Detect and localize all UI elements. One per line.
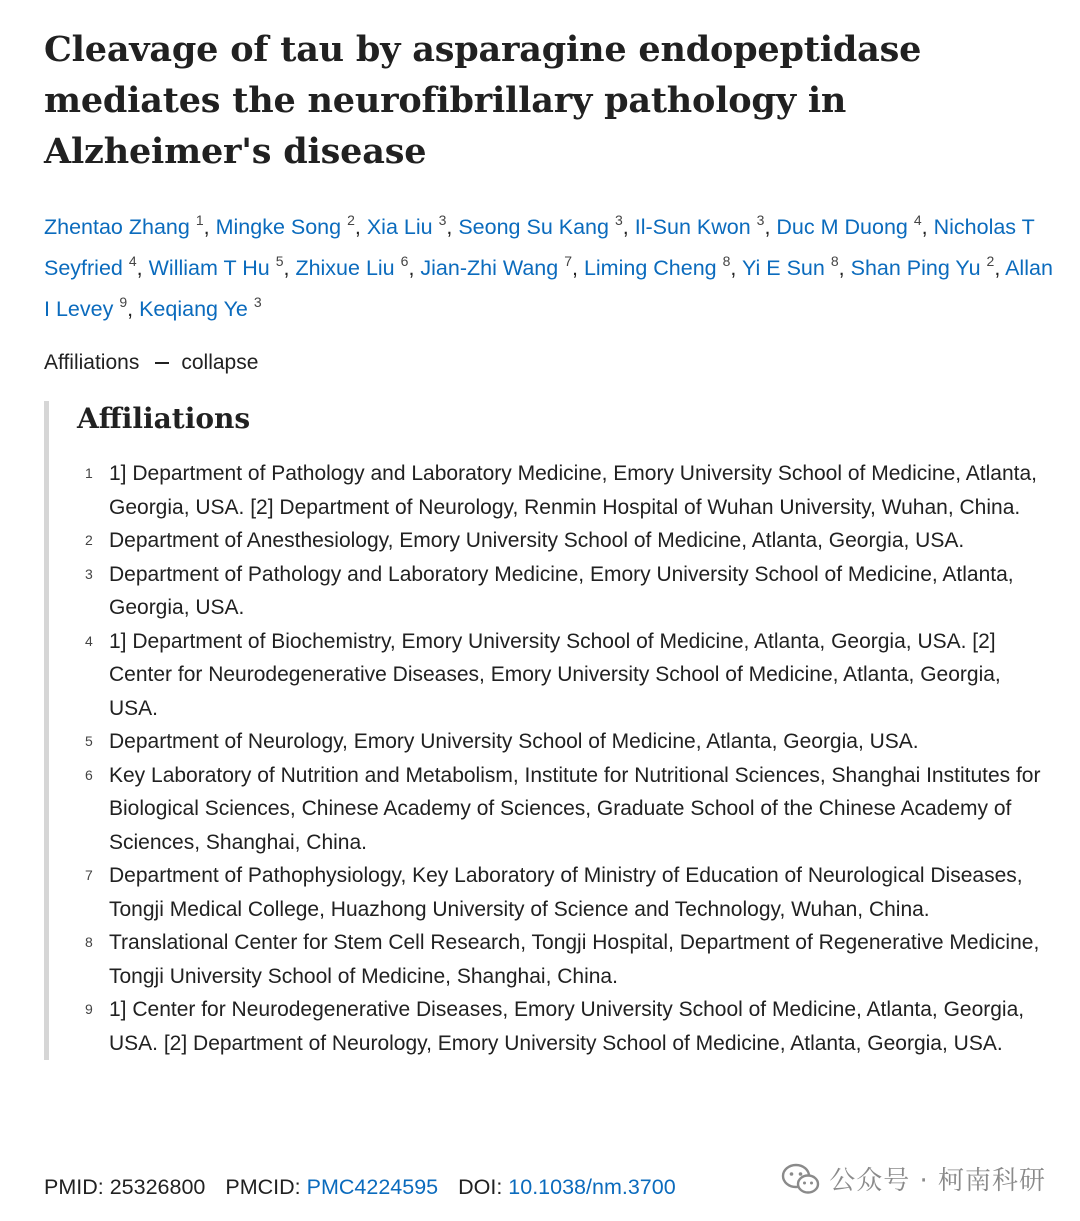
- author-affiliation-ref[interactable]: 2: [986, 253, 995, 269]
- article-identifiers: [44, 1172, 676, 1202]
- author-separator: ,: [730, 256, 742, 280]
- author-entry: [139, 294, 262, 321]
- author-entry: [776, 212, 934, 239]
- affiliation-text: Department of Pathology and Laboratory Medicine, Emory University School of Medicine, Atlanta, Georgia, USA.: [109, 562, 1014, 619]
- pmid-value: 25326800: [109, 1175, 206, 1199]
- author-separator: ,: [572, 256, 584, 280]
- author-link[interactable]: Jian-Zhi Wang: [420, 256, 559, 280]
- author-link[interactable]: Allan I Levey: [44, 256, 1053, 321]
- author-link[interactable]: Xia Liu: [366, 215, 433, 239]
- watermark: [781, 1160, 1046, 1197]
- affiliation-text: Translational Center for Stem Cell Research, Tongji Hospital, Department of Regenerative Medicine, Tongji University School of Medicine, Shanghai, China.: [109, 931, 1040, 988]
- author-entry: [741, 253, 851, 280]
- author-entry: [583, 253, 742, 280]
- pmid-label: PMID:: [44, 1175, 104, 1199]
- author-entry: [850, 253, 1006, 280]
- author-link[interactable]: Nicholas T Seyfried: [44, 215, 1035, 280]
- author-separator: ,: [127, 297, 140, 321]
- author-affiliation-ref[interactable]: 2: [347, 212, 355, 228]
- author-separator: ,: [408, 256, 421, 280]
- author-link[interactable]: Yi E Sun: [741, 256, 825, 280]
- affiliations-toggle-label: Affiliations: [44, 351, 140, 374]
- author-separator: ,: [838, 256, 851, 280]
- doi-label: DOI:: [458, 1175, 503, 1199]
- author-separator: ,: [921, 215, 934, 239]
- affiliations-heading: Affiliations: [77, 402, 251, 435]
- affiliation-item: [77, 859, 1054, 926]
- affiliation-item: [77, 759, 1054, 860]
- pmcid-label: PMCID:: [225, 1175, 301, 1199]
- author-affiliation-ref[interactable]: 9: [119, 294, 128, 310]
- author-affiliation-ref[interactable]: 4: [128, 253, 137, 269]
- affiliation-text: Department of Neurology, Emory University School of Medicine, Atlanta, Georgia, USA.: [109, 730, 919, 753]
- author-link[interactable]: Il-Sun Kwon: [634, 215, 751, 239]
- author-link[interactable]: Keqiang Ye: [139, 297, 248, 321]
- minus-icon: [155, 362, 169, 364]
- affiliation-number: 2: [85, 532, 93, 548]
- author-separator: ,: [354, 215, 367, 239]
- author-link[interactable]: William T Hu: [148, 256, 270, 280]
- affiliation-number: 5: [85, 733, 93, 749]
- affiliation-text: Department of Anesthesiology, Emory University School of Medicine, Atlanta, Georgia, USA.: [109, 529, 965, 552]
- author-separator: ,: [203, 215, 216, 239]
- affiliation-item: [77, 926, 1054, 993]
- affiliation-item: [77, 457, 1054, 524]
- author-affiliation-ref[interactable]: 8: [830, 253, 839, 269]
- affiliations-toggle: [44, 348, 1054, 378]
- doi-link[interactable]: 10.1038/nm.3700: [508, 1175, 676, 1199]
- affiliation-number: 3: [85, 565, 93, 582]
- author-separator: ,: [622, 215, 635, 239]
- author-entry: [215, 212, 367, 239]
- author-link[interactable]: Shan Ping Yu: [850, 256, 981, 280]
- author-separator: ,: [764, 215, 777, 239]
- author-entry: [634, 212, 777, 239]
- watermark-text: 公众号 · 柯南科研: [829, 1166, 1046, 1196]
- pmcid-link[interactable]: PMC4224595: [306, 1175, 439, 1199]
- author-affiliation-ref[interactable]: 4: [913, 212, 922, 228]
- author-affiliation-ref[interactable]: 7: [564, 253, 572, 269]
- affiliation-item: [77, 558, 1054, 625]
- author-entry: [420, 253, 584, 280]
- author-entry: [148, 253, 296, 280]
- affiliation-number: 1: [85, 465, 93, 481]
- affiliation-text: 1] Department of Pathology and Laboratory Medicine, Emory University School of Medicine, Atlanta, Georgia, USA. [2] Department of Neurology, Renmin Hospital of Wuhan University, Wuhan, China.: [109, 462, 1037, 519]
- author-separator: ,: [446, 215, 459, 239]
- author-separator: ,: [136, 256, 149, 280]
- author-link[interactable]: Zhixue Liu: [295, 256, 395, 280]
- author-affiliation-ref[interactable]: 5: [275, 253, 284, 269]
- affiliation-item: [77, 993, 1054, 1060]
- affiliation-text: Department of Pathophysiology, Key Laboratory of Ministry of Education of Neurological Diseases, Tongji Medical College, Huazhong University of Science and Technology, Wuhan, China.: [109, 864, 1023, 921]
- affiliations-list: [77, 457, 1054, 1060]
- author-separator: ,: [283, 256, 296, 280]
- author-affiliation-ref[interactable]: 1: [195, 212, 204, 228]
- author-affiliation-ref[interactable]: 3: [756, 212, 765, 228]
- collapse-button[interactable]: collapse: [181, 351, 259, 374]
- affiliation-number: 6: [85, 766, 93, 783]
- affiliation-text: Key Laboratory of Nutrition and Metabolism, Institute for Nutritional Sciences, Shanghai Institutes for Biological Sciences, Chinese Academy of Sciences, Graduate School of the Chinese Academy of Sciences, Shanghai, China.: [109, 763, 1041, 854]
- affiliation-item: [77, 625, 1054, 726]
- author-affiliation-ref[interactable]: 6: [400, 253, 409, 269]
- author-list: [44, 203, 1054, 326]
- affiliation-item: [77, 524, 1054, 558]
- author-separator: ,: [994, 256, 1006, 280]
- author-link[interactable]: Seong Su Kang: [458, 215, 609, 239]
- author-affiliation-ref[interactable]: 3: [438, 212, 447, 228]
- author-entry: [458, 212, 635, 239]
- affiliation-text: 1] Center for Neurodegenerative Diseases, Emory University School of Medicine, Atlanta, Georgia, USA. [2] Department of Neurology, Emory University School of Medicine, Atlanta, Georgia, USA.: [109, 998, 1025, 1055]
- author-affiliation-ref[interactable]: 3: [253, 294, 262, 310]
- wechat-icon: [781, 1162, 821, 1196]
- affiliation-number: 8: [85, 934, 93, 950]
- author-affiliation-ref[interactable]: 3: [614, 212, 623, 228]
- affiliation-text: 1] Department of Biochemistry, Emory University School of Medicine, Atlanta, Georgia, USA. [2] Center for Neurodegenerative Diseases, Emory University School of Medicine, Atlanta, Georgia, USA.: [109, 629, 1001, 720]
- author-link[interactable]: Liming Cheng: [583, 256, 717, 280]
- author-entry: [44, 212, 216, 239]
- affiliation-number: 7: [85, 867, 93, 883]
- affiliation-number: 9: [85, 1001, 93, 1017]
- author-link[interactable]: Zhentao Zhang: [44, 215, 190, 239]
- author-affiliation-ref[interactable]: 8: [722, 253, 731, 269]
- article-title: Cleavage of tau by asparagine endopeptidase mediates the neurofibrillary pathology in Alzheimer's disease: [44, 29, 922, 172]
- affiliations-panel: [44, 401, 1054, 1060]
- author-link[interactable]: Duc M Duong: [776, 215, 908, 239]
- affiliation-item: [77, 725, 1054, 759]
- author-entry: [366, 212, 459, 239]
- author-entry: [295, 253, 421, 280]
- author-link[interactable]: Mingke Song: [215, 215, 342, 239]
- affiliation-number: 4: [85, 632, 93, 649]
- article-header: [44, 24, 1054, 1060]
